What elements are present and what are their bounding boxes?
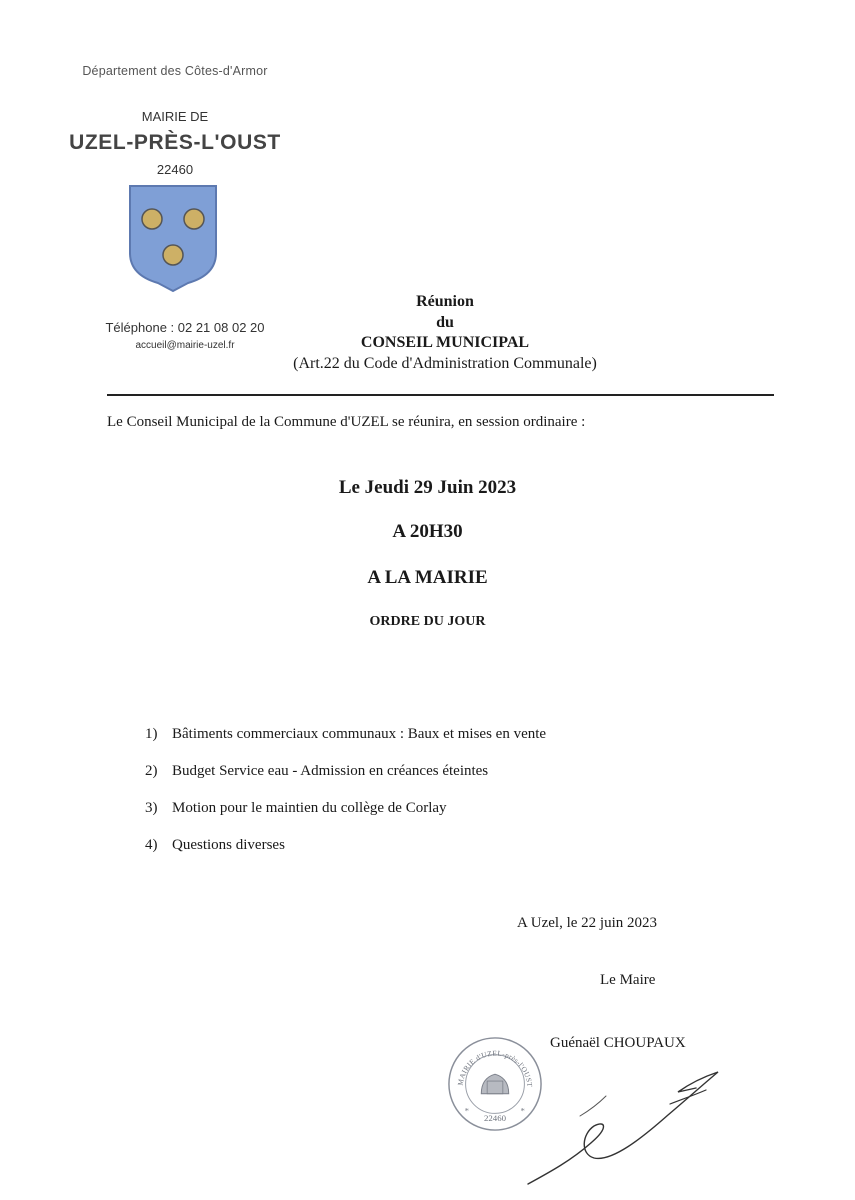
mairie-label: MAIRIE DE [141, 109, 209, 124]
session-venue: A LA MAIRIE [367, 567, 488, 588]
town-name: UZEL-PRÈS-L'OUST [69, 131, 281, 154]
meeting-title-block [265, 292, 625, 374]
session-date: Le Jeudi 29 Juin 2023 [338, 477, 517, 498]
signatory-title: Le Maire [600, 972, 656, 988]
agenda-item-number: 1) [145, 726, 158, 742]
agenda-item-text: Budget Service eau - Admission en créances éteintes [172, 763, 489, 779]
stamp-text: MAIRIE d'UZEL-près-l'OUST [455, 1048, 535, 1088]
agenda-item [145, 800, 705, 817]
agenda-item-number: 3) [145, 800, 158, 816]
meeting-title-line: Réunion [416, 293, 474, 310]
agenda-item-number: 4) [145, 837, 158, 853]
place-and-date: A Uzel, le 22 juin 2023 [517, 915, 657, 931]
agenda-item-text: Motion pour le maintien du collège de Corlay [172, 800, 447, 816]
department-name: Département des Côtes-d'Armor [82, 64, 268, 78]
stamp-postcode: 22460 [483, 1113, 507, 1124]
legal-reference: (Art.22 du Code d'Administration Communale) [293, 354, 597, 372]
meeting-title-line: du [436, 313, 454, 331]
signatory-name: Guénaël CHOUPAUX [550, 1035, 686, 1051]
phone-number: Téléphone : 02 21 08 02 20 [105, 320, 265, 335]
agenda-title: ORDRE DU JOUR [369, 614, 486, 629]
meeting-title-line: CONSEIL MUNICIPAL [360, 334, 530, 351]
email-address: accueil@mairie-uzel.fr [135, 340, 235, 351]
agenda-item-text: Bâtiments commerciaux communaux : Baux et mises en vente [172, 726, 547, 742]
agenda-item [145, 763, 705, 780]
agenda-item-text: Questions diverses [172, 837, 285, 853]
svg-text:*: * [520, 1105, 525, 1116]
intro-text: Le Conseil Municipal de la Commune d'UZEL se réunira, en session ordinaire : [107, 414, 586, 430]
header-divider [107, 394, 774, 396]
session-time: A 20H30 [392, 521, 463, 542]
town-postcode: 22460 [156, 162, 194, 177]
coat-of-arms-icon [126, 183, 220, 293]
agenda-item [145, 726, 705, 743]
svg-text:*: * [464, 1105, 470, 1116]
agenda-item-number: 2) [145, 763, 158, 779]
handwritten-signature [520, 1060, 730, 1190]
agenda-item [145, 837, 705, 854]
